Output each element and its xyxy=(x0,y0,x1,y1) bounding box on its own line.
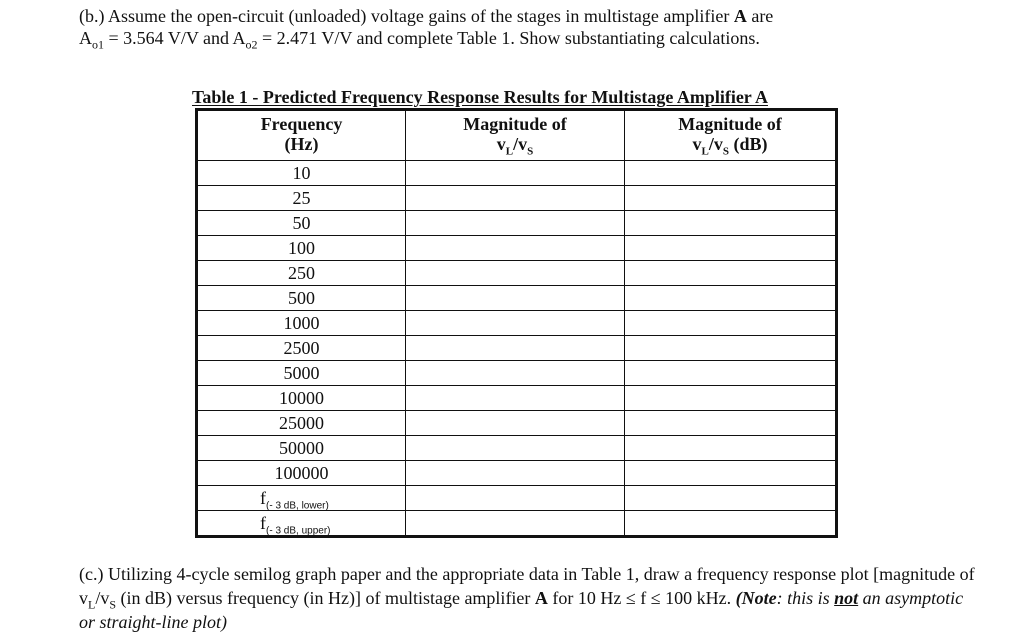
header-magnitude: Magnitude of $v_L/v_S$ xyxy=(406,110,625,161)
magnitude-cell[interactable] xyxy=(406,461,625,486)
magnitude-db-cell[interactable] xyxy=(624,386,836,411)
magnitude-cell[interactable] xyxy=(406,486,625,511)
magnitude-db-cell[interactable] xyxy=(624,211,836,236)
magnitude-db-cell[interactable] xyxy=(624,411,836,436)
magnitude-cell[interactable] xyxy=(406,436,625,461)
table-header-row xyxy=(197,110,837,161)
table-row xyxy=(197,336,837,361)
magnitude-db-cell[interactable] xyxy=(624,461,836,486)
magnitude-cell[interactable] xyxy=(406,286,625,311)
magnitude-cell[interactable] xyxy=(406,511,625,537)
table-row xyxy=(197,436,837,461)
part-c-text: (c.) Utilizing 4-cycle semilog graph paper and the appropriate data in Table 1, draw a frequency response plot [magnitude of $v_L/v_S$ (in dB) versus frequency (in Hz)] of multistage amplifier A for 10 Hz ≤ f ≤ 100 kHz. (Note: this is not an asymptotic or straight-line plot) xyxy=(79,564,975,632)
frequency-response-table xyxy=(195,108,838,538)
magnitude-db-cell[interactable] xyxy=(624,236,836,261)
table-row xyxy=(197,261,837,286)
magnitude-db-cell[interactable] xyxy=(624,286,836,311)
magnitude-cell[interactable] xyxy=(406,411,625,436)
part-b-text: (b.) Assume the open-circuit (unloaded) voltage gains of the stages in multistage amplifier A are $A_{o1} = 3.564$ V/V and $A_{o2} = 2.471$ V/V and complete Table 1. Show substantiating calculations. xyxy=(79,6,774,52)
frequency-cell: 50 xyxy=(197,211,406,236)
magnitude-cell[interactable] xyxy=(406,311,625,336)
magnitude-cell[interactable] xyxy=(406,336,625,361)
magnitude-cell[interactable] xyxy=(406,161,625,186)
table-caption: Table 1 - Predicted Frequency Response Results for Multistage Amplifier A xyxy=(192,87,768,107)
table-row xyxy=(197,386,837,411)
f-3db-upper-cell: $f_{(- 3 dB, upper)}$ xyxy=(197,511,406,537)
frequency-cell: 10 xyxy=(197,161,406,186)
frequency-cell: 100000 xyxy=(197,461,406,486)
magnitude-cell[interactable] xyxy=(406,386,625,411)
frequency-cell: 500 xyxy=(197,286,406,311)
frequency-cell: 25 xyxy=(197,186,406,211)
magnitude-db-cell[interactable] xyxy=(624,436,836,461)
frequency-cell: 250 xyxy=(197,261,406,286)
frequency-cell: 5000 xyxy=(197,361,406,386)
magnitude-cell[interactable] xyxy=(406,186,625,211)
table-row xyxy=(197,411,837,436)
frequency-cell: 1000 xyxy=(197,311,406,336)
frequency-cell: 10000 xyxy=(197,386,406,411)
table-row xyxy=(197,236,837,261)
table-row xyxy=(197,361,837,386)
table-row xyxy=(197,311,837,336)
magnitude-db-cell[interactable] xyxy=(624,186,836,211)
magnitude-cell[interactable] xyxy=(406,236,625,261)
frequency-cell: 2500 xyxy=(197,336,406,361)
magnitude-cell[interactable] xyxy=(406,211,625,236)
magnitude-db-cell[interactable] xyxy=(624,311,836,336)
table-row xyxy=(197,286,837,311)
table-row xyxy=(197,186,837,211)
magnitude-db-cell[interactable] xyxy=(624,511,836,537)
f-3db-lower-cell: $f_{(- 3 dB, lower)}$ xyxy=(197,486,406,511)
magnitude-db-cell[interactable] xyxy=(624,361,836,386)
magnitude-db-cell[interactable] xyxy=(624,261,836,286)
frequency-cell: 25000 xyxy=(197,411,406,436)
magnitude-db-cell[interactable] xyxy=(624,161,836,186)
table-row-f-lower xyxy=(197,486,837,511)
frequency-cell: 50000 xyxy=(197,436,406,461)
magnitude-db-cell[interactable] xyxy=(624,486,836,511)
header-frequency: Frequency (Hz) xyxy=(197,110,406,161)
table-row-f-upper xyxy=(197,511,837,537)
table-row xyxy=(197,161,837,186)
magnitude-db-cell[interactable] xyxy=(624,336,836,361)
magnitude-cell[interactable] xyxy=(406,361,625,386)
table-row xyxy=(197,211,837,236)
magnitude-cell[interactable] xyxy=(406,261,625,286)
header-magnitude-db: Magnitude of $v_L/v_S$ (dB) xyxy=(624,110,836,161)
frequency-cell: 100 xyxy=(197,236,406,261)
table-row xyxy=(197,461,837,486)
